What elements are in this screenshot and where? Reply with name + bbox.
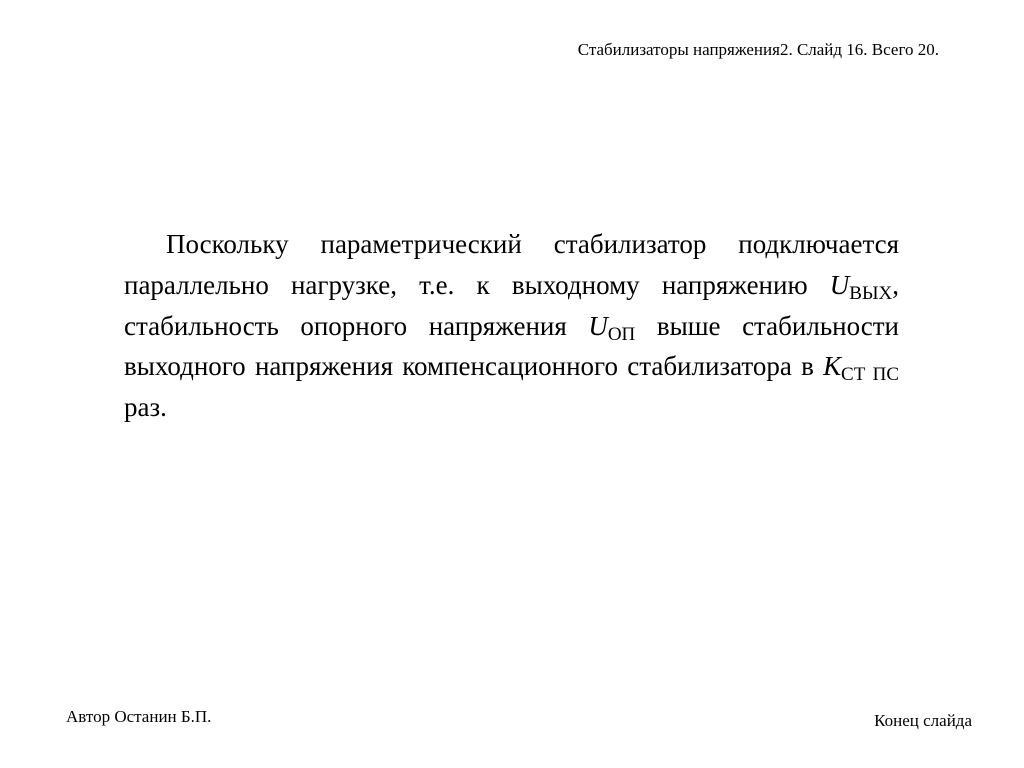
u-out-subscript: ВЫХ [849,282,893,304]
slide-header: Стабилизаторы напряжения2. Слайд 16. Всего 20. [577,40,939,59]
paragraph-text-part-4: раз. [124,392,167,423]
u-ref-symbol: U [588,310,608,341]
paragraph-text-part-1: Поскольку параметрический стабилизатор подключается параллельно нагрузке, т.е. к выходному напряжению [124,229,899,300]
paragraph-text-part-2: , стабильность опорного напряжения [124,269,899,341]
k-subscript: СТ ПС [841,364,899,386]
slide-body-paragraph [124,224,899,428]
end-slide-link[interactable]: Конец слайда [874,711,972,730]
u-out-symbol: U [829,269,850,300]
author-credit: Автор Останин Б.П. [66,707,212,726]
k-symbol: К [823,351,842,382]
paragraph-text-part-3: выше стабильности выходного напряжения компенсационного стабилизатора в [124,310,899,382]
u-ref-subscript: ОП [607,323,636,345]
